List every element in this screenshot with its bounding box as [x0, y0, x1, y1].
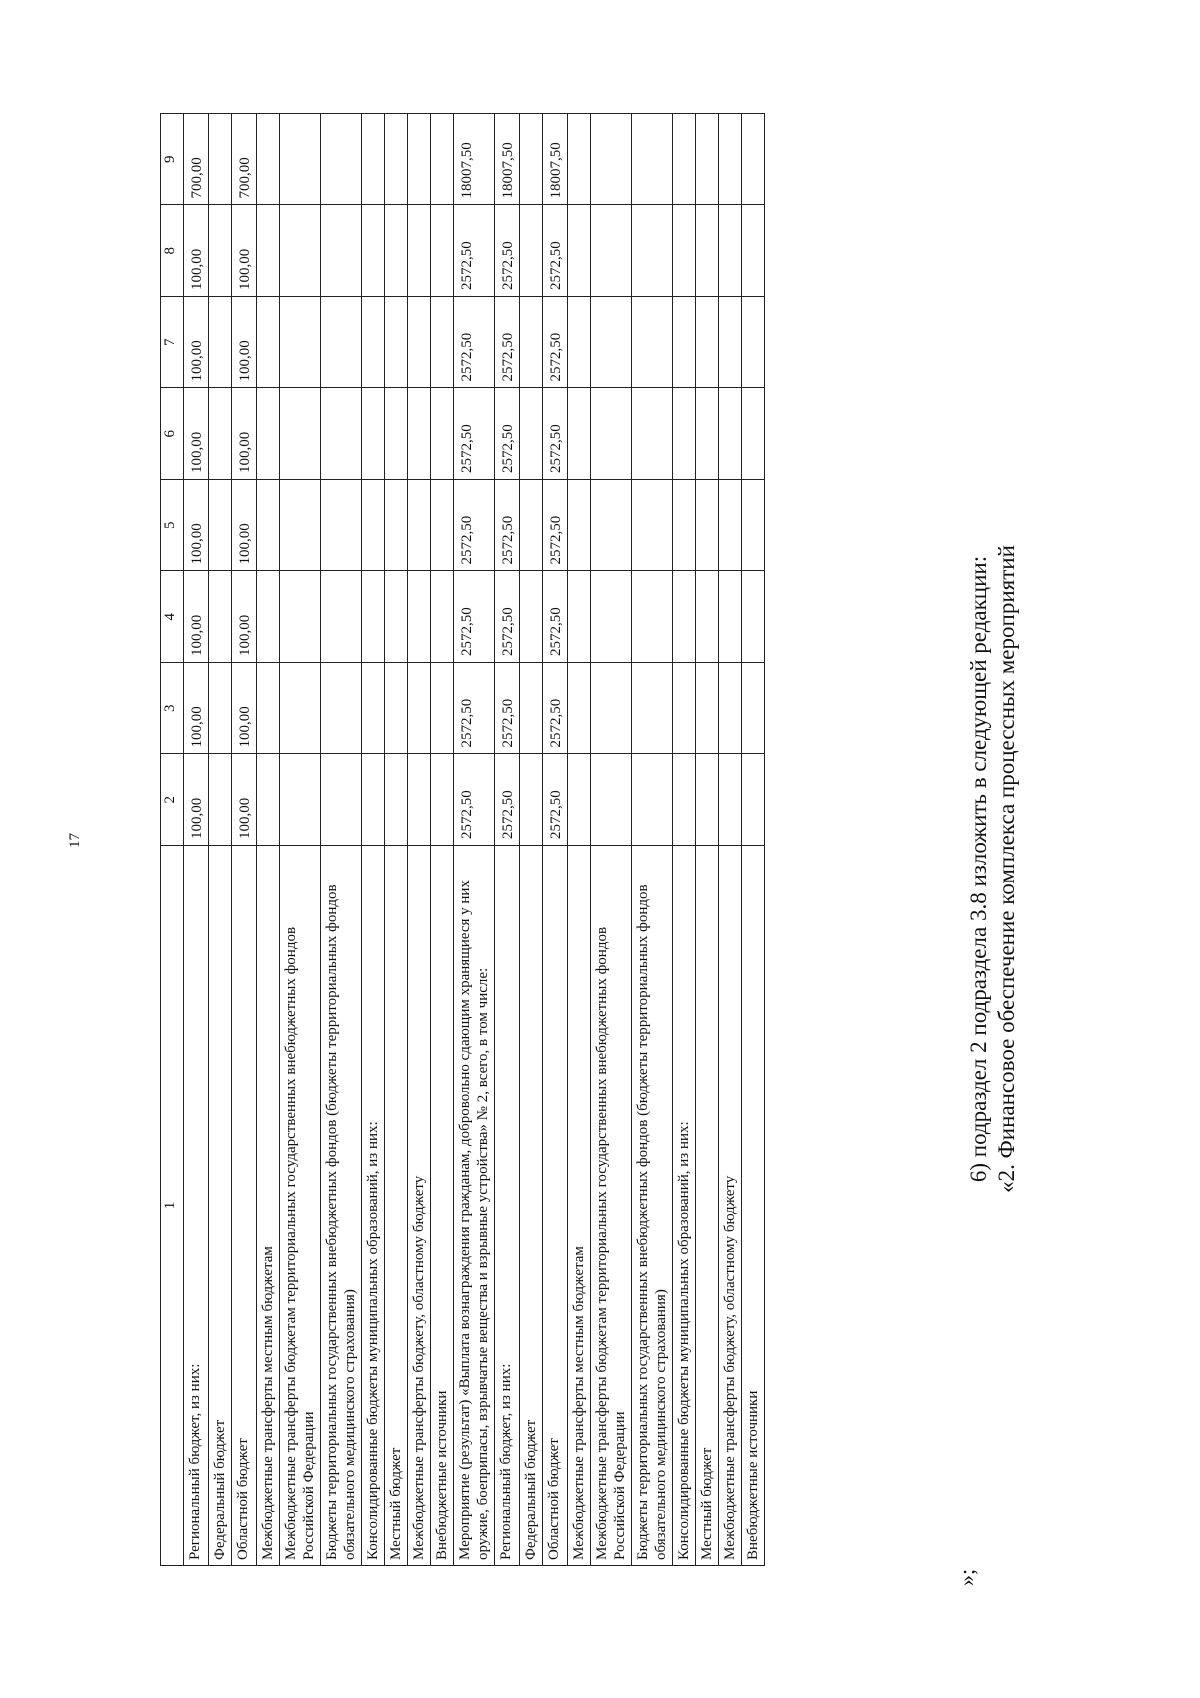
value-cell: 2572,50 [495, 571, 520, 663]
value-cell: 2572,50 [454, 571, 495, 663]
table-row [232, 114, 257, 1566]
value-cell [568, 205, 591, 297]
table-row [184, 114, 209, 1566]
value-cell [673, 297, 696, 389]
value-cell [408, 571, 431, 663]
row-label: Межбюджетные трансферты бюджетам территориальных государственных внебюджетных фондов Российской Федерации [591, 846, 632, 1566]
value-cell [632, 297, 673, 389]
table-row [408, 114, 431, 1566]
value-cell [742, 754, 765, 846]
section-heading [965, 144, 1020, 1594]
value-cell [408, 754, 431, 846]
value-cell [280, 571, 321, 663]
value-cell: 18007,50 [454, 114, 495, 206]
row-label: Консолидированные бюджеты муниципальных образований, из них: [673, 846, 696, 1566]
value-cell [385, 480, 408, 572]
value-cell [280, 480, 321, 572]
value-cell [591, 388, 632, 480]
row-label: Местный бюджет [385, 846, 408, 1566]
value-cell [321, 663, 362, 755]
value-cell [209, 114, 232, 206]
value-cell [568, 480, 591, 572]
value-cell: 2572,50 [543, 754, 568, 846]
value-cell [568, 571, 591, 663]
column-header: 9 [161, 114, 184, 206]
value-cell [742, 297, 765, 389]
value-cell [385, 297, 408, 389]
value-cell [568, 388, 591, 480]
value-cell [431, 388, 454, 480]
value-cell [696, 754, 719, 846]
value-cell [408, 297, 431, 389]
value-cell [719, 114, 742, 206]
row-label: Межбюджетные трансферты бюджетам территориальных государственных внебюджетных фондов Российской Федерации [280, 846, 321, 1566]
rotated-page-content [160, 114, 1040, 1594]
value-cell [632, 114, 673, 206]
row-label: Межбюджетные трансферты бюджету, областному бюджету [719, 846, 742, 1566]
value-cell [696, 297, 719, 389]
value-cell: 100,00 [232, 297, 257, 389]
value-cell [209, 663, 232, 755]
value-cell [632, 480, 673, 572]
table-row [543, 114, 568, 1566]
row-label: Мероприятие (результат) «Выплата вознаграждения гражданам, добровольно сдающим хранящиеся у них оружие, боеприпасы, взрывчатые вещества и взрывные устройства» № 2, всего, в том числе: [454, 846, 495, 1566]
value-cell [362, 663, 385, 755]
value-cell [673, 663, 696, 755]
value-cell [280, 114, 321, 206]
value-cell [696, 114, 719, 206]
value-cell [431, 205, 454, 297]
table-row [632, 114, 673, 1566]
value-cell [696, 205, 719, 297]
value-cell [719, 754, 742, 846]
value-cell: 100,00 [184, 663, 209, 755]
value-cell [257, 205, 280, 297]
value-cell [742, 114, 765, 206]
value-cell [209, 480, 232, 572]
row-label: Местный бюджет [696, 846, 719, 1566]
closing-quote-mark: »; [954, 1568, 979, 1586]
value-cell [632, 388, 673, 480]
table-row [257, 114, 280, 1566]
value-cell [321, 754, 362, 846]
table-row [673, 114, 696, 1566]
value-cell [696, 388, 719, 480]
value-cell: 100,00 [184, 480, 209, 572]
row-label: Региональный бюджет, из них: [495, 846, 520, 1566]
table-row [280, 114, 321, 1566]
value-cell: 100,00 [232, 205, 257, 297]
value-cell: 2572,50 [454, 663, 495, 755]
value-cell [742, 663, 765, 755]
row-label: Бюджеты территориальных государственных внебюджетных фондов (бюджеты территориальных фондов обязательного медицинского страхования) [632, 846, 673, 1566]
row-label: Федеральный бюджет [520, 846, 543, 1566]
column-header: 1 [161, 846, 184, 1566]
value-cell [673, 754, 696, 846]
value-cell [362, 114, 385, 206]
value-cell [257, 663, 280, 755]
value-cell: 700,00 [184, 114, 209, 206]
value-cell [321, 571, 362, 663]
value-cell: 18007,50 [543, 114, 568, 206]
value-cell [742, 480, 765, 572]
value-cell [591, 114, 632, 206]
value-cell: 2572,50 [543, 571, 568, 663]
value-cell [520, 754, 543, 846]
value-cell: 100,00 [232, 571, 257, 663]
value-cell: 100,00 [184, 388, 209, 480]
value-cell: 100,00 [232, 480, 257, 572]
table-row [591, 114, 632, 1566]
value-cell: 2572,50 [454, 388, 495, 480]
value-cell: 2572,50 [543, 388, 568, 480]
value-cell [408, 205, 431, 297]
value-cell [719, 480, 742, 572]
table-header-row [161, 114, 184, 1566]
value-cell [591, 205, 632, 297]
value-cell: 2572,50 [495, 480, 520, 572]
value-cell [321, 205, 362, 297]
value-cell [257, 388, 280, 480]
row-label: Внебюджетные источники [742, 846, 765, 1566]
value-cell: 700,00 [232, 114, 257, 206]
value-cell [431, 754, 454, 846]
value-cell [520, 205, 543, 297]
value-cell [591, 297, 632, 389]
value-cell [431, 663, 454, 755]
row-label: Бюджеты территориальных государственных внебюджетных фондов (бюджеты территориальных фондов обязательного медицинского страхования) [321, 846, 362, 1566]
value-cell [632, 663, 673, 755]
value-cell [385, 114, 408, 206]
value-cell: 2572,50 [495, 388, 520, 480]
row-label: Областной бюджет [543, 846, 568, 1566]
value-cell: 100,00 [184, 205, 209, 297]
table-row [568, 114, 591, 1566]
value-cell [362, 754, 385, 846]
table-row [742, 114, 765, 1566]
value-cell [257, 480, 280, 572]
value-cell [742, 388, 765, 480]
value-cell [520, 663, 543, 755]
value-cell [408, 388, 431, 480]
value-cell [362, 571, 385, 663]
value-cell [520, 114, 543, 206]
value-cell: 2572,50 [495, 297, 520, 389]
row-label: Федеральный бюджет [209, 846, 232, 1566]
value-cell [696, 663, 719, 755]
table-row [454, 114, 495, 1566]
value-cell [362, 388, 385, 480]
table-row [719, 114, 742, 1566]
value-cell [520, 388, 543, 480]
table-row [520, 114, 543, 1566]
row-label: Внебюджетные источники [431, 846, 454, 1566]
table-row [362, 114, 385, 1566]
value-cell [385, 205, 408, 297]
value-cell [520, 571, 543, 663]
table-row [385, 114, 408, 1566]
value-cell [257, 114, 280, 206]
value-cell [568, 754, 591, 846]
value-cell: 2572,50 [495, 754, 520, 846]
value-cell [742, 571, 765, 663]
value-cell [673, 480, 696, 572]
table-row [321, 114, 362, 1566]
table-row [495, 114, 520, 1566]
value-cell: 2572,50 [543, 663, 568, 755]
value-cell [209, 205, 232, 297]
value-cell: 100,00 [232, 388, 257, 480]
value-cell [568, 663, 591, 755]
value-cell [362, 480, 385, 572]
value-cell [321, 297, 362, 389]
value-cell [321, 388, 362, 480]
value-cell: 2572,50 [543, 205, 568, 297]
value-cell [719, 388, 742, 480]
table-row [696, 114, 719, 1566]
value-cell [280, 388, 321, 480]
value-cell [719, 663, 742, 755]
value-cell [280, 663, 321, 755]
value-cell [209, 297, 232, 389]
value-cell: 2572,50 [454, 754, 495, 846]
value-cell [742, 205, 765, 297]
value-cell: 2572,50 [543, 480, 568, 572]
value-cell [362, 205, 385, 297]
value-cell [520, 480, 543, 572]
value-cell [408, 480, 431, 572]
value-cell [696, 571, 719, 663]
value-cell [696, 480, 719, 572]
value-cell [591, 480, 632, 572]
value-cell: 100,00 [184, 297, 209, 389]
value-cell [673, 571, 696, 663]
row-label: Межбюджетные трансферты бюджету, областному бюджету [408, 846, 431, 1566]
value-cell: 2572,50 [454, 297, 495, 389]
column-header: 2 [161, 754, 184, 846]
column-header: 3 [161, 663, 184, 755]
value-cell: 2572,50 [454, 480, 495, 572]
value-cell: 2572,50 [454, 205, 495, 297]
value-cell [362, 297, 385, 389]
value-cell: 100,00 [184, 754, 209, 846]
value-cell [632, 205, 673, 297]
value-cell [385, 663, 408, 755]
value-cell [280, 205, 321, 297]
column-header: 4 [161, 571, 184, 663]
value-cell [673, 114, 696, 206]
value-cell [257, 754, 280, 846]
value-cell [591, 663, 632, 755]
value-cell [520, 297, 543, 389]
value-cell [385, 754, 408, 846]
value-cell [431, 571, 454, 663]
value-cell [632, 754, 673, 846]
row-label: Межбюджетные трансферты местным бюджетам [257, 846, 280, 1566]
column-header: 7 [161, 297, 184, 389]
value-cell [209, 571, 232, 663]
value-cell [632, 571, 673, 663]
value-cell [568, 114, 591, 206]
value-cell [257, 297, 280, 389]
value-cell [385, 571, 408, 663]
value-cell: 2572,50 [543, 297, 568, 389]
value-cell [280, 297, 321, 389]
value-cell [321, 114, 362, 206]
heading-line-1: 6) подраздел 2 подраздела 3.8 изложить в следующей редакции: [966, 555, 991, 1183]
table-row [209, 114, 232, 1566]
value-cell: 2572,50 [495, 663, 520, 755]
heading-line-2: «2. Финансовое обеспечение комплекса процессных мероприятий [993, 545, 1019, 1193]
value-cell [209, 754, 232, 846]
value-cell [673, 205, 696, 297]
row-label: Областной бюджет [232, 846, 257, 1566]
row-label: Региональный бюджет, из них: [184, 846, 209, 1566]
value-cell [591, 754, 632, 846]
value-cell [431, 480, 454, 572]
value-cell: 18007,50 [495, 114, 520, 206]
column-header: 6 [161, 388, 184, 480]
value-cell [719, 205, 742, 297]
value-cell: 100,00 [232, 754, 257, 846]
row-label: Консолидированные бюджеты муниципальных образований, из них: [362, 846, 385, 1566]
value-cell [408, 663, 431, 755]
value-cell [431, 297, 454, 389]
page-number: 17 [67, 833, 83, 848]
value-cell [719, 571, 742, 663]
value-cell: 2572,50 [495, 205, 520, 297]
value-cell [408, 114, 431, 206]
value-cell [280, 754, 321, 846]
value-cell: 100,00 [184, 571, 209, 663]
budget-table [160, 113, 765, 1566]
value-cell: 100,00 [232, 663, 257, 755]
value-cell [568, 297, 591, 389]
value-cell [385, 388, 408, 480]
value-cell [257, 571, 280, 663]
value-cell [321, 480, 362, 572]
value-cell [431, 114, 454, 206]
column-header: 8 [161, 205, 184, 297]
value-cell [591, 571, 632, 663]
column-header: 5 [161, 480, 184, 572]
table-body [184, 114, 765, 1566]
value-cell [673, 388, 696, 480]
value-cell [209, 388, 232, 480]
table-row [431, 114, 454, 1566]
value-cell [719, 297, 742, 389]
row-label: Межбюджетные трансферты местным бюджетам [568, 846, 591, 1566]
